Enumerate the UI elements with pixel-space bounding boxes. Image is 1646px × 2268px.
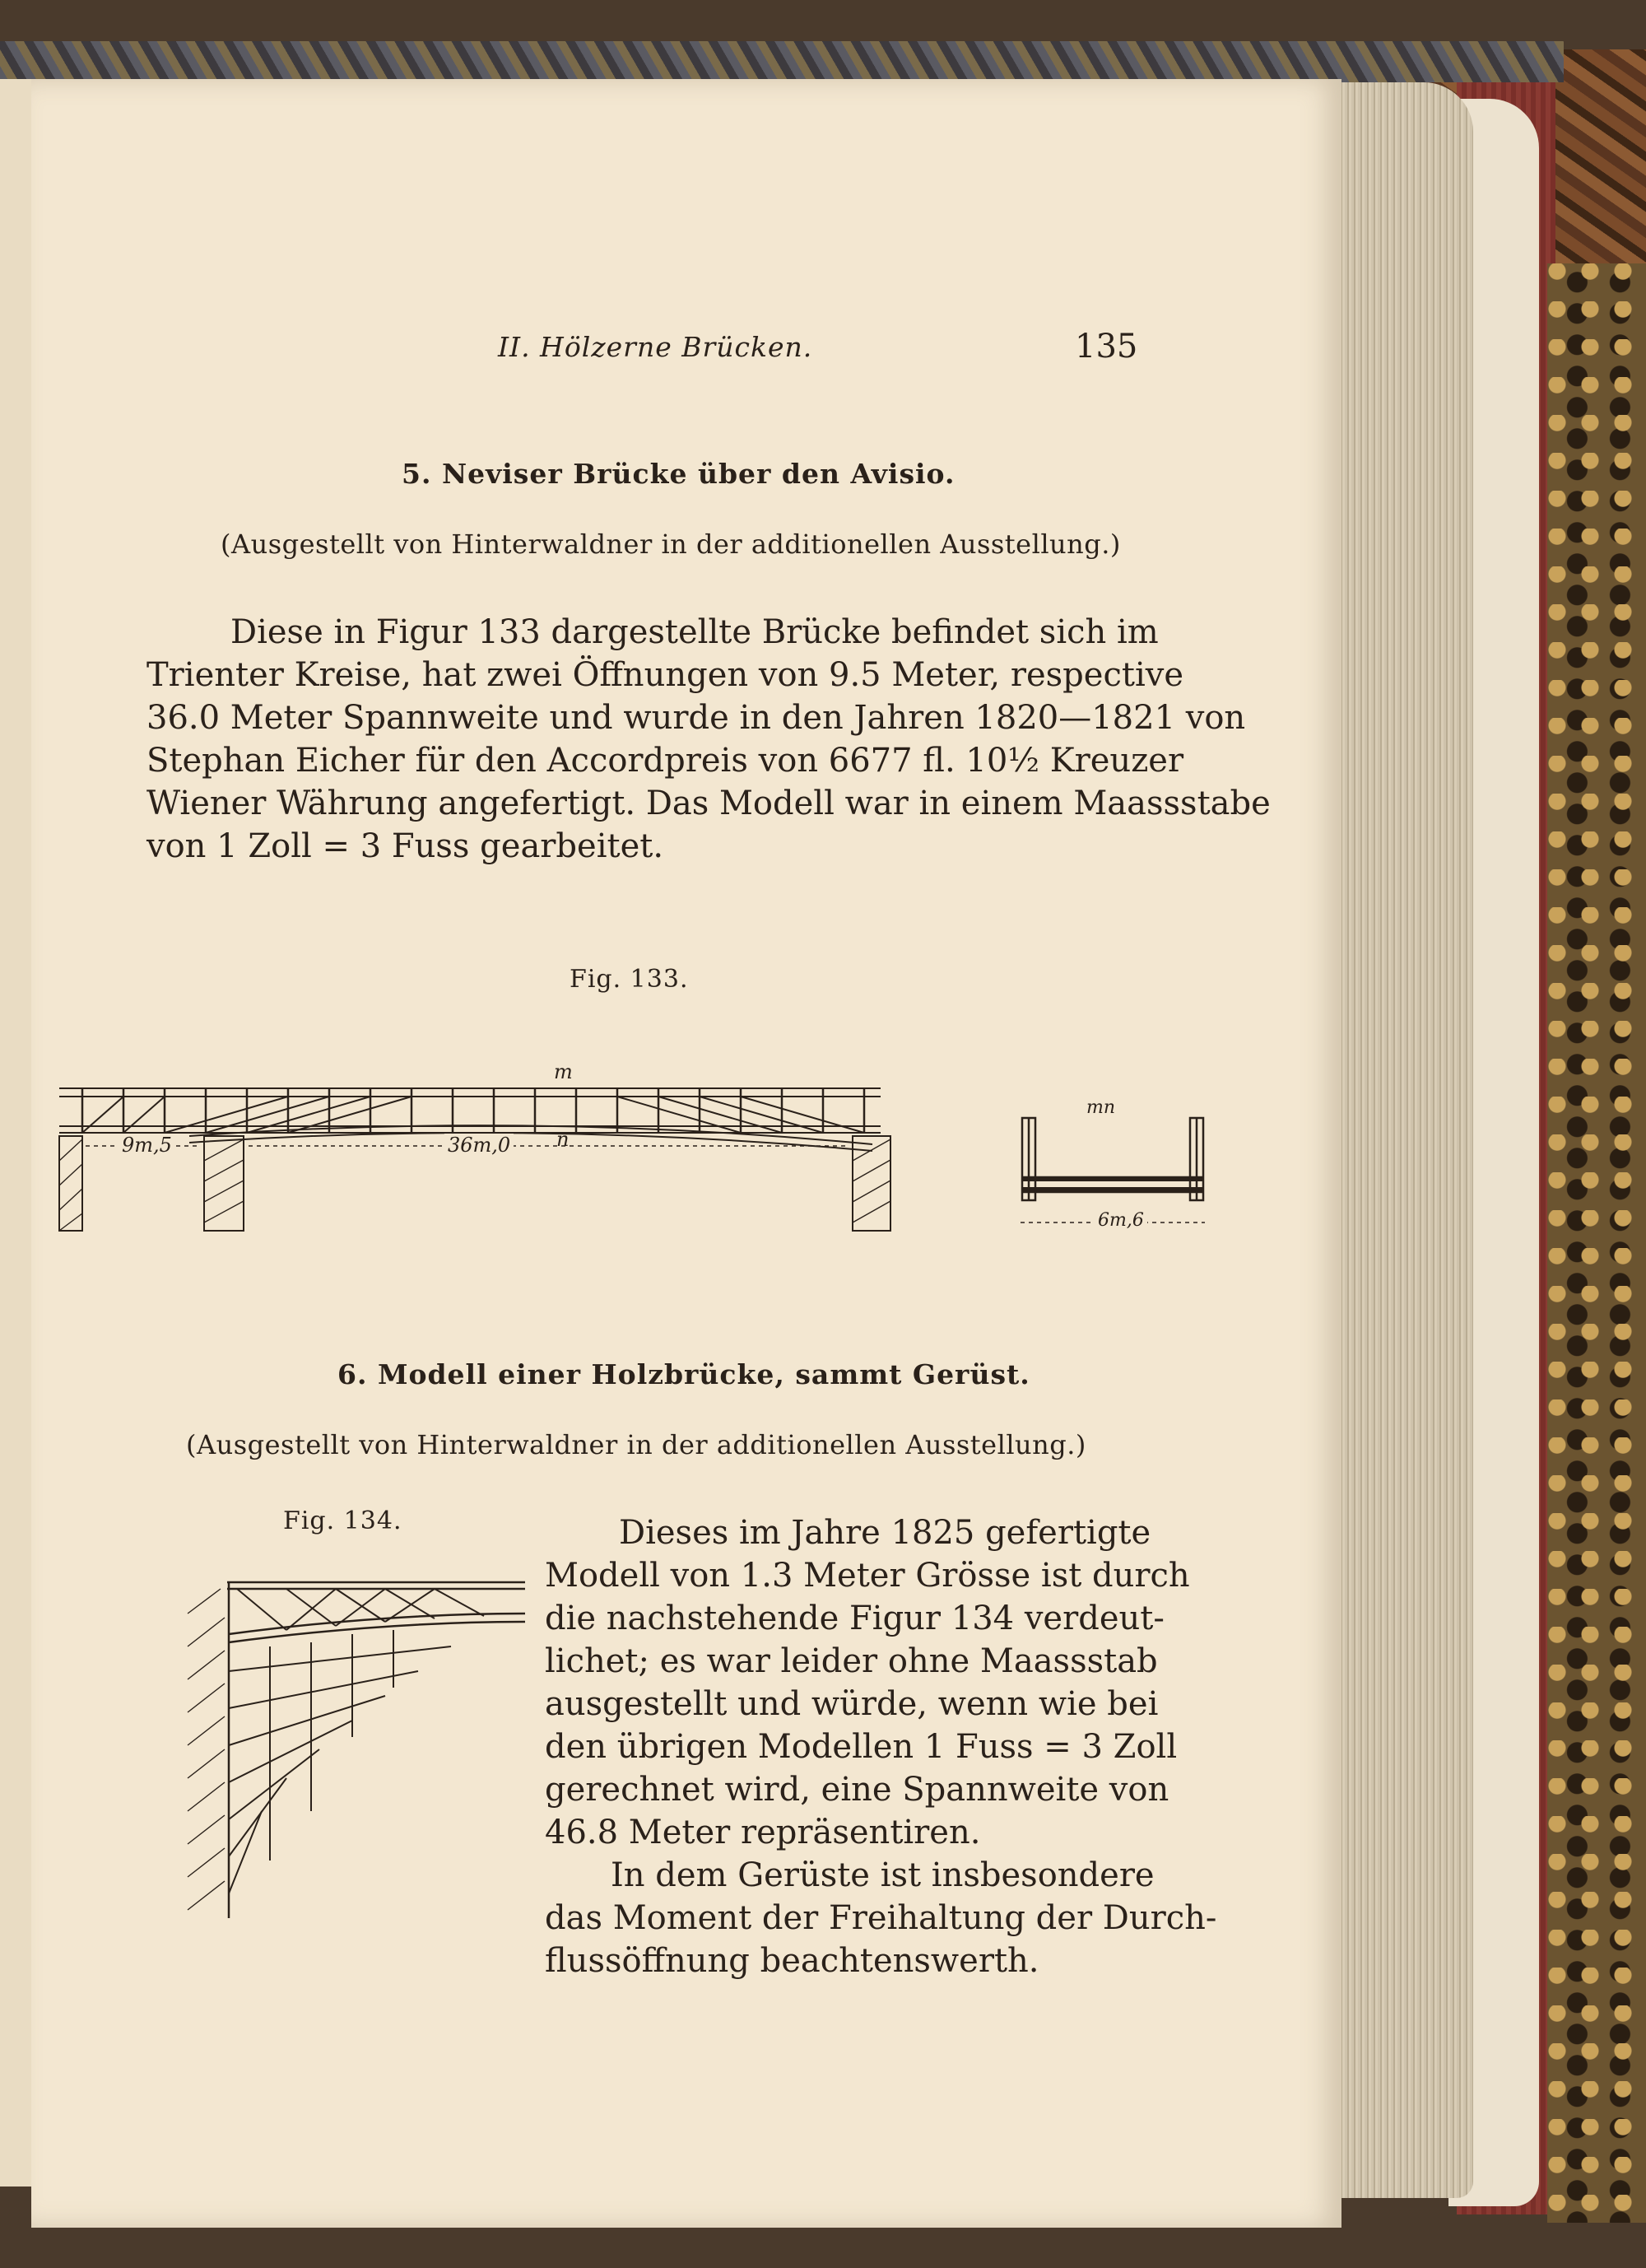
section5-line-5: Wiener Währung angefertigt. Das Modell war in einem Maassstabe <box>146 785 1271 822</box>
section5-title: 5. Neviser Brücke über den Avisio. <box>402 458 956 490</box>
section5-line-4: Stephan Eicher für den Accordpreis von 6677 fl. 10½ Kreuzer <box>146 742 1184 780</box>
section6-line-4: lichet; es war leider ohne Maassstab <box>545 1642 1158 1680</box>
running-head: II. Hölzerne Brücken. <box>498 331 813 363</box>
section5-body <box>146 611 1271 868</box>
fig133-caption: Fig. 133. <box>570 965 689 994</box>
section6-line-1: Dieses im Jahre 1825 gefertigte <box>619 1514 1151 1552</box>
section6-line-7: gerechnet wird, eine Spannweite von <box>545 1771 1169 1809</box>
section6-title: 6. Modell einer Holzbrücke, sammt Gerüst. <box>337 1358 1030 1390</box>
fig134-drawing <box>179 1564 542 1926</box>
fig133-dim-cross: 6m,6 <box>1095 1210 1147 1231</box>
section5-line-1: Diese in Figur 133 dargestellte Brücke befindet sich im <box>230 613 1159 651</box>
section6-line-3: die nachstehende Figur 134 verdeut- <box>545 1600 1165 1637</box>
section5-line-2: Trienter Kreise, hat zwei Öffnungen von 9.5 Meter, respective <box>146 656 1183 694</box>
section5-line-3: 36.0 Meter Spannweite und wurde in den Jahren 1820—1821 von <box>146 699 1246 737</box>
section6-exhibitor: (Ausgestellt von Hinterwaldner in der additionellen Ausstellung.) <box>186 1429 1086 1460</box>
fig133-drawing <box>49 1054 1234 1235</box>
section6-line-8: 46.8 Meter repräsentiren. <box>545 1814 981 1851</box>
cover-top-edge <box>0 41 1564 82</box>
section6-line-2: Modell von 1.3 Meter Grösse ist durch <box>545 1557 1190 1595</box>
section6-body <box>545 1511 1217 1982</box>
fig133-label-mn: mn <box>1086 1097 1116 1118</box>
page-stack <box>1325 82 1473 2198</box>
section6-line-11: flussöffnung beachtenswerth. <box>545 1942 1039 1980</box>
fig133-label-m: m <box>554 1060 573 1083</box>
section6-line-5: ausgestellt und würde, wenn wie bei <box>545 1685 1159 1723</box>
left-page-edge <box>0 79 35 2187</box>
marbled-edge <box>1547 263 1646 2223</box>
fig133-label-n: n <box>556 1128 570 1151</box>
section5-line-6: von 1 Zoll = 3 Fuss gearbeitet. <box>146 827 664 865</box>
fig134-caption: Fig. 134. <box>283 1507 402 1535</box>
section6-line-10: das Moment der Freihaltung der Durch- <box>545 1899 1217 1937</box>
section6-line-9: In dem Gerüste ist insbesondere <box>611 1856 1155 1894</box>
section6-line-6: den übrigen Modellen 1 Fuss = 3 Zoll <box>545 1728 1178 1766</box>
fig133-dim-large: 36m,0 <box>444 1134 514 1157</box>
fig133-dim-small: 9m,5 <box>119 1134 175 1157</box>
page-number: 135 <box>1075 328 1138 366</box>
section5-exhibitor: (Ausgestellt von Hinterwaldner in der additionellen Ausstellung.) <box>221 529 1121 560</box>
